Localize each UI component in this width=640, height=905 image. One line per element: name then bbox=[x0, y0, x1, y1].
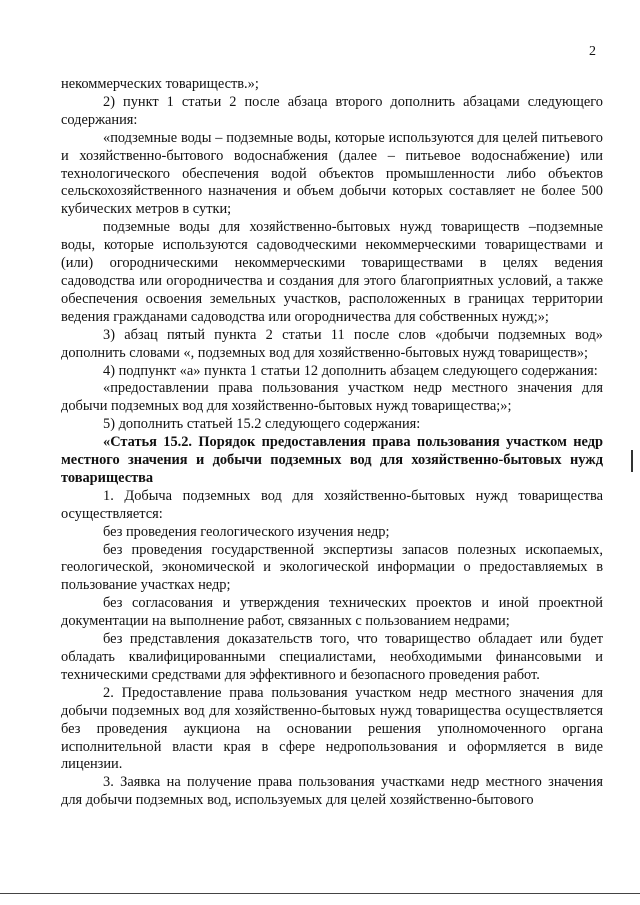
footer-line bbox=[0, 893, 640, 894]
paragraph-item-3: 3) абзац пятый пункта 2 статьи 11 после слов «добычи подземных вод» дополнить словами «, подземных вод для хозяйственно-бытовых нужд товариществ»; bbox=[61, 326, 603, 361]
paragraph-clause-1-c: без согласования и утверждения технических проектов и иной проектной документации на выполнение работ, связанных с пользованием недрами; bbox=[61, 595, 603, 630]
paragraph-continuation: некоммерческих товариществ.»; bbox=[61, 76, 259, 92]
paragraph-definition-household-water: подземные воды для хозяйственно-бытовых нужд товариществ –подземные воды, которые используются садоводческими некоммерческими товариществами и (или) огородническими некоммерческими товариществами в целях ведения садоводства или огородничества и создания для этого благоприятных условий, а также обеспечения освоения земельных участков, расположенных в границах территории ведения гражданами садоводства или огородничества для собственных нужд;»; bbox=[61, 219, 603, 325]
paragraph-definition-underground-water: «подземные воды – подземные воды, которые используются для целей питьевого и хозяйственно-бытового водоснабжения (далее – питьевое водоснабжение) или технологического обеспечения водой объектов промышленности либо объектов сельскохозяйственного назначения и объем добычи которых составляет не более 500 кубических метров в сутки; bbox=[61, 129, 603, 218]
paragraph-item-5: 5) дополнить статьей 15.2 следующего содержания: bbox=[103, 416, 421, 433]
paragraph-item-4: 4) подпункт «а» пункта 1 статьи 12 дополнить абзацем следующего содержания: bbox=[103, 362, 598, 379]
page-number: 2 bbox=[589, 44, 596, 59]
paragraph-clause-1-a: без проведения геологического изучения недр; bbox=[103, 523, 390, 540]
paragraph-item-2: 2) пункт 1 статьи 2 после абзаца второго дополнить абзацами следующего содержания: bbox=[61, 93, 603, 128]
paragraph-clause-1-d: без представления доказательств того, что товарищество обладает или будет обладать квалифицированными специалистами, необходимыми финансовыми и техническими средствами для эффективного и безопасного проведения работ. bbox=[61, 631, 603, 683]
paragraph-clause-3: 3. Заявка на получение права пользования участками недр местного значения для добычи подземных вод, используемых для целей хозяйственно-бытового bbox=[61, 774, 603, 809]
paragraph-clause-1-b: без проведения государственной экспертизы запасов полезных ископаемых, геологической, экономической и экологической информации о предоставляемых в пользование участках недр; bbox=[61, 541, 603, 594]
document-body bbox=[61, 76, 603, 810]
paragraph-clause-1: 1. Добыча подземных вод для хозяйственно-бытовых нужд товарищества осуществляется: bbox=[61, 487, 603, 522]
paragraph-clause-2: 2. Предоставление права пользования участком недр местного значения для добычи подземных вод для хозяйственно-бытовых нужд товарищества осуществляется без проведения аукциона на основании решения уполномоченного органа исполнительной власти края в сфере недропользования и оформляется в виде лицензии. bbox=[61, 684, 603, 773]
paragraph-item-4-text: «предоставлении права пользования участком недр местного значения для добычи подземных вод для хозяйственно-бытовых нужд товарищества;»; bbox=[61, 380, 603, 415]
margin-mark bbox=[631, 450, 633, 472]
article-heading: «Статья 15.2. Порядок предоставления права пользования участком недр местного значения и добычи подземных вод для хозяйственно-бытовых нужд товарищества bbox=[61, 434, 603, 486]
